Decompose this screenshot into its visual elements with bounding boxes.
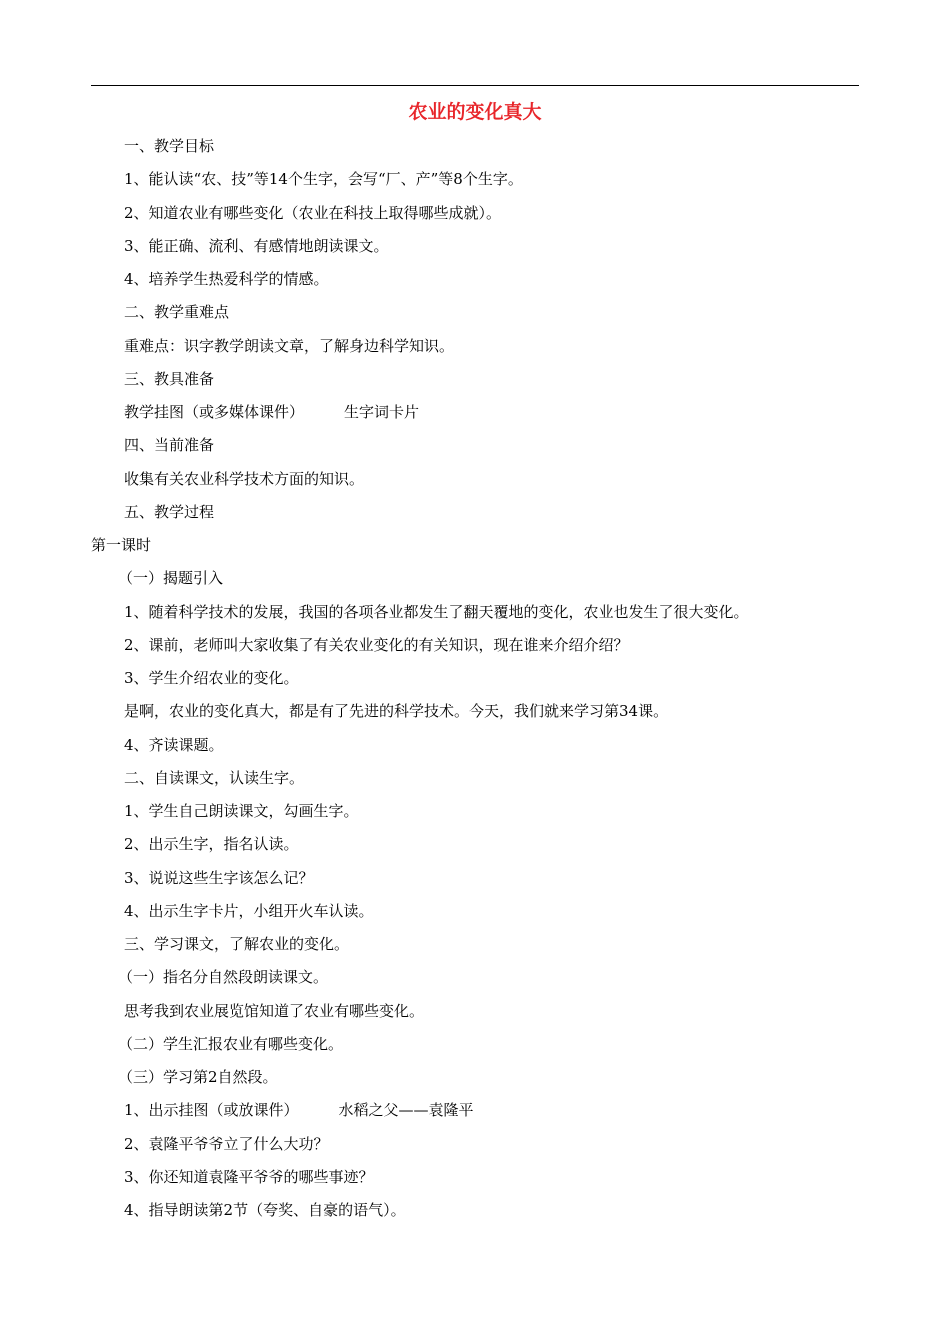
text-line: [0, 629, 950, 662]
text-line: [0, 197, 950, 230]
line-text: 四、当前准备: [124, 436, 215, 455]
line-text: 2、出示生字，指名认读。: [124, 835, 299, 854]
text-line: [0, 429, 950, 462]
line-text: 五、教学过程: [124, 502, 215, 521]
text-line: [0, 961, 950, 994]
text-line: [0, 695, 950, 728]
text-line: [0, 529, 950, 562]
line-text: 3、说说这些生字该怎么记？: [124, 868, 314, 887]
text-line: [0, 496, 950, 529]
text-line: [0, 363, 950, 396]
line-text: 1、学生自己朗读课文，勾画生字。: [124, 802, 359, 820]
text-line: [0, 895, 950, 928]
line-text: 2、知道农业有哪些变化（农业在科技上取得哪些成就）。: [124, 203, 502, 222]
text-line: [0, 330, 950, 363]
text-line: [0, 762, 950, 795]
header-rule: [91, 85, 859, 86]
line-text: 重难点：识字教学朗读文章，了解身边科学知识。: [124, 336, 455, 355]
text-line: [0, 1094, 950, 1127]
text-line: [0, 662, 950, 695]
line-text: 4、齐读课题。: [124, 735, 224, 754]
text-line: [0, 230, 950, 263]
line-text: 3、学生介绍农业的变化。: [124, 669, 299, 687]
document-title: 农业的变化真大: [408, 101, 542, 123]
text-line: [0, 795, 950, 828]
line-text: 4、培养学生热爱科学的情感。: [124, 270, 329, 288]
line-text: 3、你还知道袁隆平爷爷的哪些事迹？: [124, 1167, 374, 1186]
text-line: [0, 130, 950, 163]
line-text: 三、教具准备: [124, 369, 215, 388]
text-line: [0, 862, 950, 895]
line-text: （一）指名分自然段朗读课文。: [118, 968, 329, 987]
line-text: 1、随着科学技术的发展，我国的各项各业都发生了翻天覆地的变化，农业也发生了很大变化。: [124, 602, 749, 621]
line-text: 教学挂图（或多媒体课件）: [124, 403, 305, 421]
text-line: [0, 928, 950, 961]
line-text: （三）学习第2自然段。: [118, 1068, 278, 1086]
line-text: 是啊，农业的变化真大，都是有了先进的科学技术。今天，我们就来学习第34课。: [124, 702, 669, 721]
text-line: [0, 1061, 950, 1094]
line-text: 三、学习课文，了解农业的变化。: [124, 935, 350, 953]
line-text: （一）揭题引入: [118, 569, 224, 588]
line-text: 4、出示生字卡片，小组开火车认读。: [124, 901, 374, 920]
text-line: [0, 463, 950, 496]
line-text: 3、能正确、流利、有感情地朗读课文。: [124, 236, 389, 255]
text-line: [0, 828, 950, 861]
line-text: 4、指导朗读第2节（夸奖、自豪的语气）。: [124, 1201, 406, 1219]
line-text: （二）学生汇报农业有哪些变化。: [118, 1034, 344, 1053]
text-line: [0, 1028, 950, 1061]
text-line: [0, 296, 950, 329]
line-text: 1、能认读“农、技”等14个生字，会写“厂、产”等8个生字。: [124, 170, 523, 189]
text-line: [0, 562, 950, 595]
document-body: [0, 130, 950, 1227]
line-text: 第一课时: [91, 536, 152, 554]
line-text: 二、自读课文，认读生字。: [124, 768, 305, 787]
text-line: [0, 396, 950, 429]
line-text: 思考我到农业展览馆知道了农业有哪些变化。: [124, 1001, 425, 1020]
line-text: 2、袁隆平爷爷立了什么大功？: [124, 1134, 329, 1153]
text-line: [0, 1161, 950, 1194]
line-text: 2、课前，老师叫大家收集了有关农业变化的有关知识，现在谁来介绍介绍？: [124, 635, 629, 654]
line-text-secondary: 水稻之父——袁隆平: [338, 1101, 474, 1120]
line-text: 收集有关农业科学技术方面的知识。: [124, 469, 365, 488]
text-line: [0, 263, 950, 296]
line-text: 二、教学重难点: [124, 303, 230, 322]
text-line: [0, 1194, 950, 1227]
line-text-secondary: 生字词卡片: [344, 403, 420, 421]
text-line: [0, 163, 950, 196]
text-line: [0, 729, 950, 762]
line-text: 一、教学目标: [124, 137, 215, 155]
text-line: [0, 1128, 950, 1161]
text-line: [0, 596, 950, 629]
line-text: 1、出示挂图（或放课件）: [124, 1101, 299, 1120]
text-line: [0, 995, 950, 1028]
